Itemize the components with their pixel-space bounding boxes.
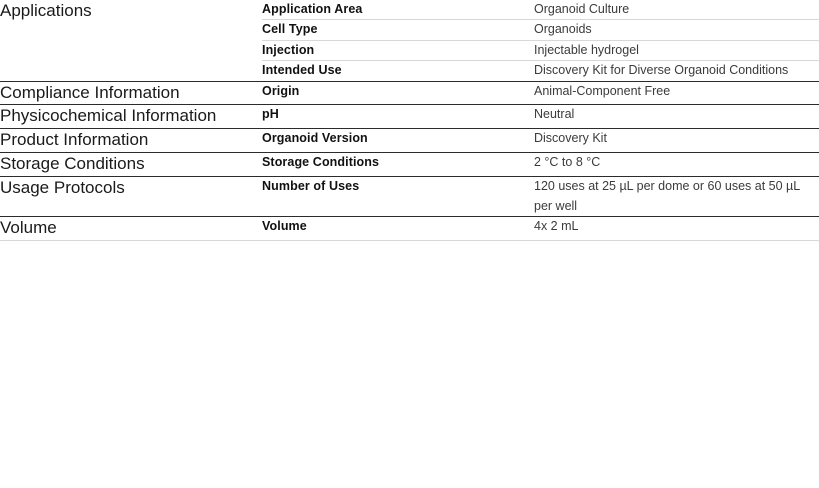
spec-group-label: Applications (0, 1, 92, 20)
spec-attribute-value: 2 °C to 8 °C (534, 153, 819, 177)
spec-group-label: Volume (0, 217, 262, 241)
spec-attribute-label: Application Area (262, 2, 363, 16)
spec-attribute-label: Injection (262, 40, 534, 60)
table-row (0, 217, 819, 241)
table-row (0, 105, 819, 129)
spec-attribute-value: Discovery Kit (534, 129, 819, 153)
spec-attribute-label: Organoid Version (262, 129, 534, 153)
spec-attribute-value: Animal-Component Free (534, 81, 819, 105)
spec-group-label: Physicochemical Information (0, 105, 262, 129)
spec-attribute-label: Number of Uses (262, 177, 534, 217)
spec-table-body (0, 0, 819, 240)
spec-attribute-value: 4x 2 mL (534, 217, 819, 241)
spec-attribute-value: Organoids (534, 20, 819, 40)
spec-group-label: Compliance Information (0, 81, 262, 105)
table-row (0, 177, 819, 217)
table-row (0, 153, 819, 177)
spec-attribute-label: Volume (262, 217, 534, 241)
spec-group-label: Usage Protocols (0, 177, 262, 217)
spec-attribute-label: Storage Conditions (262, 153, 534, 177)
spec-attribute-value: Organoid Culture (534, 2, 630, 16)
spec-attribute-value: Discovery Kit for Diverse Organoid Conditions (534, 61, 819, 81)
spec-attribute-value: Neutral (534, 105, 819, 129)
spec-group-label: Product Information (0, 129, 262, 153)
table-row (0, 129, 819, 153)
table-row (0, 0, 819, 20)
spec-attribute-label: Intended Use (262, 61, 534, 81)
spec-attribute-label: pH (262, 105, 534, 129)
table-row (0, 81, 819, 105)
spec-attribute-value: 120 uses at 25 µL per dome or 60 uses at 50 µL per well (534, 177, 819, 217)
spec-attribute-value: Injectable hydrogel (534, 40, 819, 60)
spec-attribute-label: Cell Type (262, 20, 534, 40)
spec-attribute-label: Origin (262, 81, 534, 105)
spec-group-label: Storage Conditions (0, 153, 262, 177)
product-specifications-table (0, 0, 819, 241)
